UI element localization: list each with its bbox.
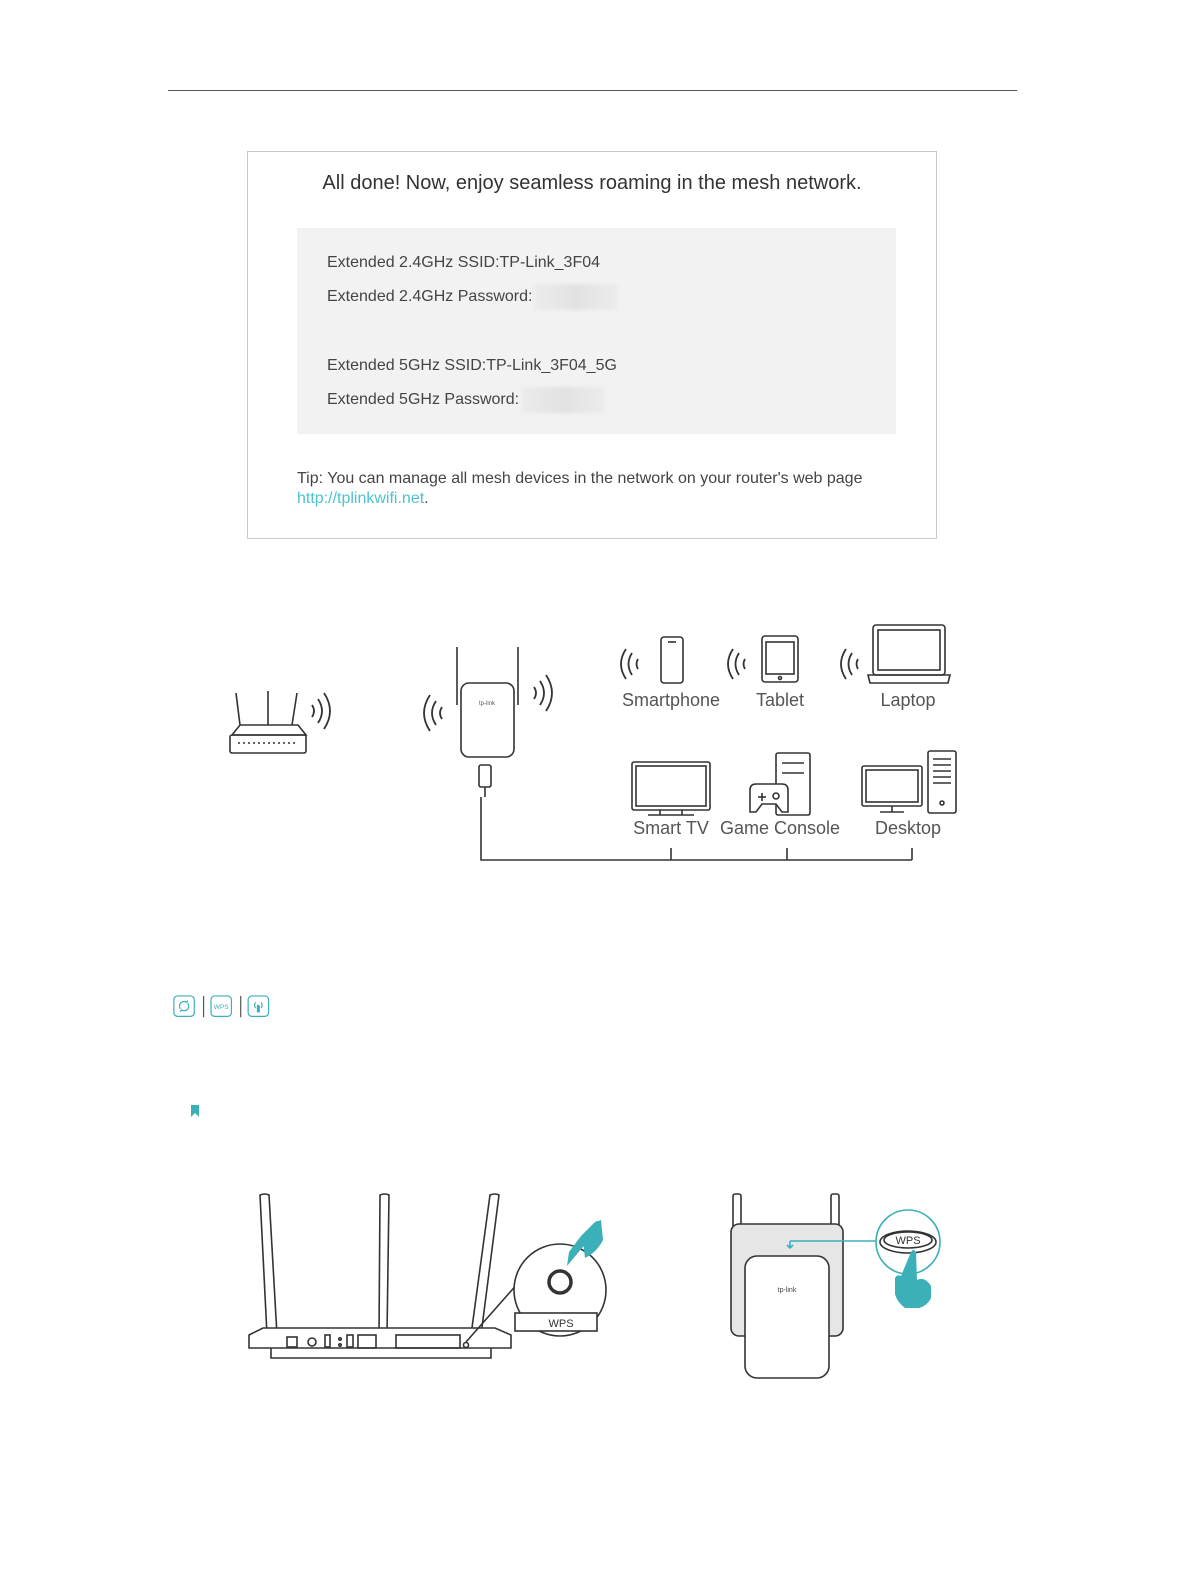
svg-text:WPS: WPS (213, 1003, 229, 1011)
password-5ghz-row (327, 387, 605, 413)
smartphone-wifi-icon (621, 649, 638, 679)
smartphone-icon (661, 637, 683, 683)
router-wifi-icon (312, 693, 330, 729)
password-5ghz-blurred (521, 387, 605, 413)
extender-front-icon (731, 1194, 877, 1378)
tip-body: Tip: You can manage all mesh devices in the network on your router's web page (297, 470, 863, 487)
sync-icon (174, 996, 194, 1016)
bookmark-icon (191, 1105, 199, 1117)
smart-tv-label: Smart TV (633, 818, 709, 838)
extender-icon (457, 647, 518, 797)
ssid-5ghz: Extended 5GHz SSID:TP-Link_3F04_5G (327, 357, 617, 374)
svg-text:tp-link: tp-link (777, 1287, 797, 1294)
tplinkwifi-link[interactable]: http://tplinkwifi.net (297, 490, 425, 507)
ssid-24ghz: Extended 2.4GHz SSID:TP-Link_3F04 (327, 254, 601, 271)
wifi-touch-icon (248, 996, 268, 1016)
extender-wifi-right-icon (534, 675, 552, 711)
tablet-wifi-icon (728, 649, 745, 679)
router-wps-label: WPS (548, 1318, 574, 1330)
completion-card (247, 151, 937, 539)
router-rear-icon (249, 1194, 519, 1358)
router-icon (230, 691, 306, 753)
desktop-icon (862, 751, 956, 813)
card-title: All done! Now, enjoy seamless roaming in the mesh network. (322, 172, 862, 194)
network-diagram (220, 615, 980, 875)
extender-wps-label: WPS (895, 1235, 921, 1247)
password-24ghz-blurred (534, 284, 618, 310)
network-info-box (297, 228, 896, 434)
laptop-icon (868, 625, 950, 683)
extender-wifi-left-icon (424, 695, 442, 731)
router-wps-callout (514, 1244, 606, 1336)
tablet-icon (762, 636, 798, 682)
game-console-label: Game Console (719, 818, 841, 838)
password-5ghz-label: Extended 5GHz Password: (327, 391, 520, 409)
game-console-icon (750, 753, 810, 815)
tip-text (297, 469, 862, 509)
tip-period: . (424, 490, 429, 507)
tablet-label: Tablet (755, 690, 805, 710)
smartphone-label: Smartphone (621, 690, 721, 710)
password-24ghz-row (327, 284, 618, 310)
header-rule (168, 90, 1017, 91)
svg-text:tp-link: tp-link (478, 701, 496, 707)
laptop-label: Laptop (880, 690, 936, 710)
smart-tv-icon (632, 762, 710, 815)
laptop-wifi-icon (841, 649, 858, 679)
wps-icon (211, 996, 231, 1016)
password-24ghz-label: Extended 2.4GHz Password: (327, 288, 533, 306)
desktop-label: Desktop (874, 818, 942, 838)
